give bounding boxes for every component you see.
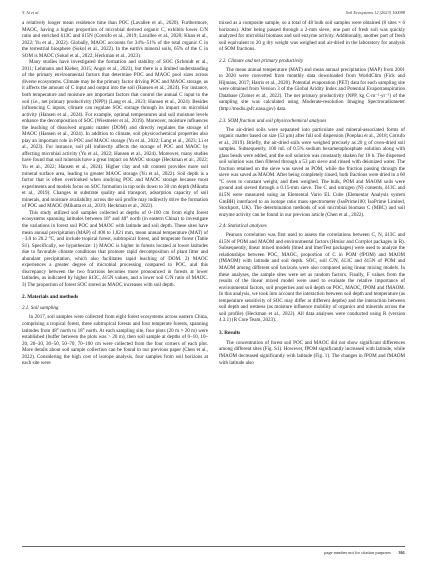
page-footer xyxy=(22,546,405,556)
left-column xyxy=(22,20,208,540)
paragraph: The mean annual temperature (MAT) and mean annual precipitation (MAP) from 2001 to 2020 were converted from monthly data downloaded from WorldClim (Fick and Hijmans, 2017; Harris et al., 2020). Potential evaporation (PET) data for each sampling site were obtained from Version 3 of the Global Aridity Index and Potential Evapotranspiration Database (Zomer et al., 2022). The net primary productivity (NPP, kg C·m⁻²·yr⁻¹) of the sampling site was calculated using Moderate-resolution Imaging Spectroradiometer (http://modis.gsfc.nasa.gov) data. xyxy=(219,66,405,113)
subsection-heading-fraction: 2.3. SOM fraction and soil physicochemical analyses xyxy=(219,117,327,124)
article-body xyxy=(22,20,405,540)
paragraph: This study utilized soil samples collected at depths of 0–100 cm from eight forest ecosystems spanning latitudes between 18° and 48° north (in eastern China) to investigate the variations in forest soil POC and MAOC with latitude and soil depth. These sites have mean annual precipitation (MAP) of 400 to 1,821 mm, mean annual temperature (MAT) of −3.0 to 20.2 °C, and include tropical forest, subtropical forest, and temperate forest (Table S1). Specifically, we hypothesize: 1) MAOC is higher in forests located at lower latitudes due to favorable climate conditions that promote rapid decomposition of plant litter and abundant precipitation, which also facilitates rapid leaching of DOM. 2) MAOC experiences a greater degree of microbial processing compared to POC, and this discrepancy between the two fractions becomes more pronounced in forests at lower latitudes, as indicated by higher δ13C, δ15N values, and a lower soil C/N ratio of MAOC. 3) The proportion of forest SOC stored as MAOC increases with soil depth. xyxy=(22,209,208,288)
paragraph: a relatively longer mean residence time than POC (Lavallee et al., 2020). Furthermore, MAOC, having a higher proportion of microbial derived organic C, exhibits lower C/N ratio and enriched δ13C and δ15N (Cotrufo et al., 2019; Lavallee et al., 2020; Khan et al., 2022; Yu et al., 2022). Globally, MAOC accounts for 34%–51% of the total organic C in the terrestrial biosphere (Sokol et al., 2022). In the earth's mineral soils, 65% of the C in SOM is MAOC (Sokol et al., 2022; Heckman et al., 2023). xyxy=(22,20,208,59)
header-authors: Y. Ai et al. xyxy=(22,10,40,15)
paragraph: Many studies have investigated the formation and stability of SOC (Schmidt et al., 2011; Lehmann and Kleber, 2015; Angst et al., 2023), but there is a limited understanding of the primary environmental factors that determine POC and MAOC pool sizes across diverse ecosystems. Climate may be the primary factor driving POC and MAOC storage, as it affects the amount of C input and output into the soil (Hansen et al., 2024). For instance, both temperature and moisture are important factors that control the annual C input to the soil (i.e., net primary productivity (NPP)) (Lang et al., 2023; Hansen et al., 2024). Besides influencing C inputs, climate can regulate SOC storage through its impact on microbial activity (Hansen et al., 2024). For example, optimal temperatures and soil moisture levels enhance the decomposition of SOC (Wiesmeier et al., 2019). Moreover, moisture influences the leaching of dissolved organic matter (DOM) and directly regulates the storage of MAOC (Hansen et al., 2024). In addition to climate, soil physicochemical properties also play an important role in POC and MAOC storage (Yu et al., 2022; Lang et al., 2023; Li et al., 2023). For instance, soil pH indirectly affects the storage of POC and MAOC by affecting microbial activity (Yu et al., 2022; Hansen et al., 2024). Moreover, many studies have found that soil minerals have a great impact on MAOC storage (Heckman et al., 2022; Yu et al., 2022; Hansen et al., 2024). Higher clay and silt content provides more soil mineral surface area, leading to greater MAOC storage (Yu et al., 2022). Soil depth is a factor that is often overlooked when studying POC and MAOC storage because most experiments and models focus on SOC formation in top soils down to 30 cm depth (Mikutta et al., 2019). Changes in substrate quality and transport, adsorption capacity of soil minerals, and moisture availability across the soil profile may indirectly drive the formation of POC and MAOC (Mikutta et al., 2019; Heckman et al., 2022). xyxy=(22,59,208,210)
running-header xyxy=(22,10,405,18)
subsection-heading-climate: 2.2. Climate and net primary productivity xyxy=(219,57,304,64)
subsection-heading-sampling: 2.1. Soil sampling xyxy=(22,305,59,312)
paragraph: The air-dried soils were separated into particulate and mineral-associated forms of organic matter based on size (53 μm) after full soil dispersion (Poeplau et al., 2018; Cotrufo et al., 2019). Briefly, the air-dried soils were weighed precisely as 20 g of oven-dried soil samples. Subsequently, 100 mL of 0.5% sodium hexametaphosphate solution along with glass beads were added, and the soil solution was constantly shaken for 18 h. The dispersed soil solution was then filtered through a 53 μm sieve and rinsed with deionized water. The fraction retained on the sieve was saved as POM, while the fraction passing through the sieve was saved as MAOM. After being completely rinsed, both fractions were dried in a 60 °C oven to constant weight, and then weighed. The bulk, POM and MAOM soils were ground and sieved through a 0.15-mm sieve. The C and nitrogen (N) contents, δ13C and δ15N were measured using an Elemental Vario EL Cube (Elementar Analysis system GmBH) interfaced to an isotope ratio mass spectrometer (IsoPrime100; IsoPrime Limited, Stockport, UK). The determination methods of soil microbial biomass C (MBC) and soil enzyme activity can be found in our previous article (Chen et al., 2022). xyxy=(219,126,405,218)
paragraph: The concentration of forest soil POC and MAOC did not show significant differences among different sites (Fig. S1). However, fPOM significantly increased with latitude, while fMAOM decreased significantly with latitude (Fig. 1). The changes in fPOM and fMAOM with latitude also xyxy=(219,339,405,366)
section-heading-results: 3. Results xyxy=(219,329,241,336)
footer-note: page number not for citation purposes xyxy=(324,550,391,555)
right-column xyxy=(219,20,405,540)
paragraph: Pearson correlation was first used to assess the correlations between C, N, δ13C and δ15N of POM and MAOM and environmental factors (Hmisc and Corrplot packages in R). Subsequently, linear mixed models (lme4 and lmerTest packages) were used to analyze the relationships between POC, MAOC, proportion of C in POM (fPOM) and MAOM (fMAOM) with latitude and soil depth. SOC, soil C/N, δ13C and δ15N of POM and MAOM among different soil horizons were also compared using linear mixing models. In these analyses, the sample sites were set as random factors. Finally, F values from the results of the linear mixed model were used to evaluate the relative importance of environmental factors, soil properties and soil depth on POC, MAOC, fPOM and fMAOM. In this analysis, we took into account the interaction between soil depth and temperature (as temperature sensitivity of SOC may differ at different depths) and the interaction between soil depth and wetness (as moisture influence mobility of organics and minerals across the soil profile) (Heckman et al., 2022). All data analyses were conducted using R (version 4.3.1) (R Core Team, 2023). xyxy=(219,232,405,324)
subsection-heading-statistics: 2.4. Statistical analyses xyxy=(219,223,267,230)
paragraph: In 2017, soil samples were collected from eight forest ecosystems across eastern China, comprising a tropical forest, three subtropical forests and four temperate forests, spanning latitudes from 48° north to 18° north. At each sampling site, four plots (20 m × 20 m) were established (buffer between the plots was > 20 m), then soil sample at depths of 0–10, 10–20, 20–30, 30–50, 50–70, 70–100 cm were collected from the four corners of each plot. More details about soil sample collection can be found in our previous paper (Chen et al., 2022). Considering the high cost of isotope analysis, four samples from soil horizons at each site were xyxy=(22,314,208,367)
section-heading-methods: 2. Materials and methods xyxy=(22,294,79,301)
header-journal: Soil Ecosystems 12 (2023) 100098 xyxy=(345,10,405,15)
paragraph: mixed as a composite sample, so a total of 48 bulk soil samples were obtained (8 sites × 6 horizons). After being passed through a 2-mm sieve, one part of fresh soil was quickly analyzed for microbial biomass and soil enzyme activity. Additionally, another part of fresh soil equivalent to 20 g dry weight was weighed and air-dried in the laboratory for analysis of SOM fractions. xyxy=(219,20,405,53)
page-number: 361 xyxy=(398,550,405,555)
